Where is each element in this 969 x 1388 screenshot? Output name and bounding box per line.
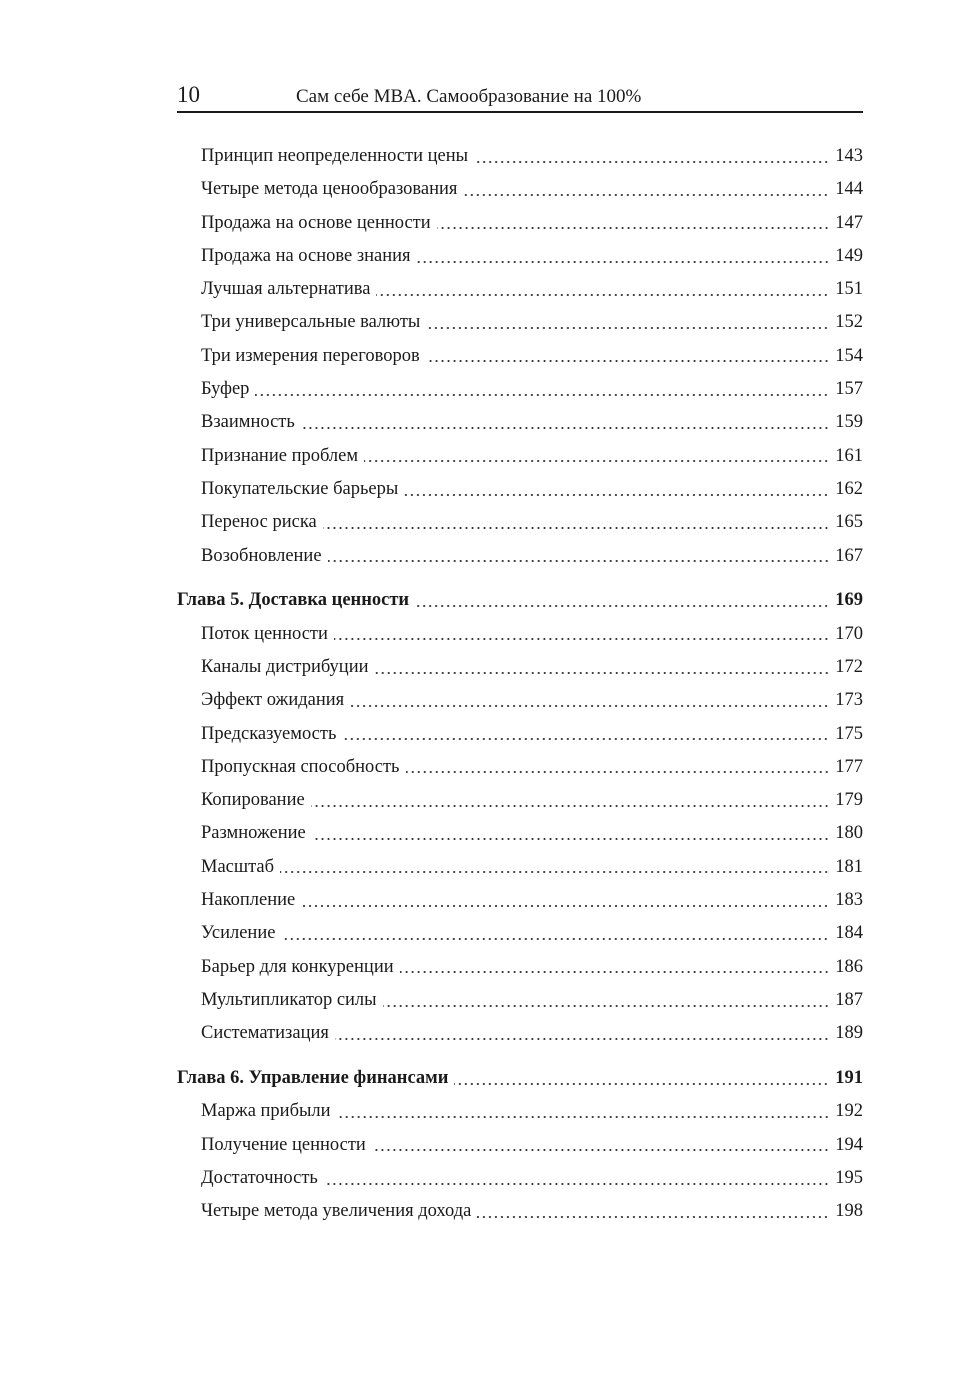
toc-entry-page: 198	[835, 1201, 863, 1222]
toc-entry-page: 151	[835, 279, 863, 300]
toc-entry-title: Маржа прибыли	[201, 1101, 331, 1122]
toc-entry-title: Размножение	[201, 823, 306, 844]
toc-entry-title: Предсказуемость	[201, 723, 337, 744]
toc-entry-page: 195	[835, 1167, 863, 1188]
toc-entry-title: Перенос риска	[201, 512, 317, 533]
table-of-contents	[177, 140, 863, 1229]
toc-entry-title: Покупательские барьеры	[201, 478, 399, 499]
dot-leader	[328, 559, 830, 563]
toc-entry[interactable]	[177, 1095, 863, 1128]
toc-entry-title: Барьер для конкуренции	[201, 956, 394, 977]
toc-entry-page: 167	[835, 545, 863, 566]
toc-entry-title: Накопление	[201, 890, 296, 911]
toc-entry[interactable]	[177, 207, 863, 240]
toc-entry-page: 159	[835, 412, 863, 433]
toc-entry-page: 191	[835, 1068, 863, 1089]
toc-entry-title: Принцип неопределенности цены	[201, 146, 469, 166]
dot-leader	[477, 1215, 829, 1219]
dot-leader	[375, 671, 830, 675]
toc-entry-title: Копирование	[201, 790, 305, 811]
dot-leader	[404, 493, 829, 497]
toc-entry-title: Систематизация	[201, 1023, 329, 1044]
toc-entry-title: Пропускная способность	[201, 756, 400, 777]
toc-entry-title: Мультипликатор силы	[201, 989, 377, 1010]
toc-entry[interactable]	[177, 1017, 863, 1050]
dot-leader	[324, 1182, 829, 1186]
toc-entry-page: 154	[835, 345, 863, 366]
toc-entry[interactable]	[177, 1162, 863, 1195]
toc-entry-page: 147	[835, 212, 863, 233]
toc-chapter[interactable]	[177, 1062, 863, 1095]
toc-entry-title: Достаточность	[201, 1167, 318, 1188]
toc-entry[interactable]	[177, 506, 863, 539]
dot-leader	[312, 837, 830, 841]
toc-entry-title: Масштаб	[201, 856, 275, 877]
toc-entry[interactable]	[177, 851, 863, 884]
toc-entry-title: Взаимность	[201, 412, 295, 433]
toc-entry[interactable]	[177, 140, 863, 173]
dot-leader	[281, 937, 829, 941]
dot-leader	[311, 804, 830, 808]
toc-entry-title: Четыре метода ценообразования	[201, 179, 458, 200]
toc-entry-title: Глава 5. Доставка ценности	[177, 590, 410, 611]
dot-leader	[335, 1037, 829, 1041]
toc-entry-page: 161	[835, 445, 863, 466]
toc-entry-page: 143	[835, 146, 863, 166]
toc-entry[interactable]	[177, 1129, 863, 1162]
dot-leader	[406, 770, 830, 774]
toc-entry-page: 175	[835, 723, 863, 744]
toc-entry-page: 169	[835, 590, 863, 611]
dot-leader	[426, 326, 829, 330]
dot-leader	[463, 193, 829, 197]
toc-entry-title: Каналы дистрибуции	[201, 656, 369, 677]
toc-entry-page: 183	[835, 890, 863, 911]
toc-entry-page: 187	[835, 989, 863, 1010]
book-title: Сам себе MBA. Самообразование на 100%	[296, 86, 642, 107]
dot-leader	[337, 1115, 830, 1119]
dot-leader	[301, 904, 829, 908]
toc-entry-title: Поток ценности	[201, 623, 328, 644]
toc-entry[interactable]	[177, 373, 863, 406]
toc-entry[interactable]	[177, 751, 863, 784]
toc-entry[interactable]	[177, 406, 863, 439]
toc-entry[interactable]	[177, 618, 863, 651]
toc-entry-page: 179	[835, 790, 863, 811]
dot-leader	[301, 426, 829, 430]
toc-entry-page: 149	[835, 245, 863, 266]
toc-entry-title: Продажа на основе ценности	[201, 212, 431, 233]
dot-leader	[400, 970, 830, 974]
dot-leader	[376, 293, 829, 297]
dot-leader	[383, 1004, 830, 1008]
toc-entry-page: 186	[835, 956, 863, 977]
dot-leader	[364, 459, 829, 463]
dot-leader	[437, 226, 830, 230]
toc-entry-title: Продажа на основе знания	[201, 245, 411, 266]
toc-entry[interactable]	[177, 440, 863, 473]
toc-entry-page: 189	[835, 1023, 863, 1044]
header-rule	[177, 111, 863, 113]
toc-entry-title: Лучшая альтернатива	[201, 279, 371, 300]
running-header	[177, 80, 863, 112]
toc-entry-title: Три измерения переговоров	[201, 345, 420, 366]
toc-entry[interactable]	[177, 173, 863, 206]
dot-leader	[426, 359, 830, 363]
toc-entry-page: 172	[835, 656, 863, 677]
dot-leader	[454, 1082, 829, 1086]
toc-entry[interactable]	[177, 718, 863, 751]
dot-leader	[342, 737, 829, 741]
toc-entry-page: 170	[835, 623, 863, 644]
toc-entry-page: 192	[835, 1101, 863, 1122]
toc-entry-page: 194	[835, 1134, 863, 1155]
toc-entry[interactable]	[177, 540, 863, 573]
toc-entry-page: 184	[835, 923, 863, 944]
toc-entry-title: Четыре метода увеличения дохода	[201, 1201, 472, 1222]
dot-leader	[334, 637, 829, 641]
dot-leader	[323, 526, 829, 530]
toc-entry-page: 180	[835, 823, 863, 844]
toc-entry-page: 173	[835, 690, 863, 711]
toc-entry[interactable]	[177, 817, 863, 850]
dot-leader	[417, 260, 830, 264]
dot-leader	[474, 160, 829, 164]
toc-entry[interactable]	[177, 884, 863, 917]
toc-entry-title: Буфер	[201, 379, 250, 400]
toc-entry[interactable]	[177, 684, 863, 717]
toc-entry[interactable]	[177, 340, 863, 373]
toc-entry[interactable]	[177, 984, 863, 1017]
dot-leader	[415, 604, 829, 608]
toc-entry-page: 144	[835, 179, 863, 200]
toc-entry-page: 157	[835, 379, 863, 400]
toc-entry[interactable]	[177, 784, 863, 817]
toc-entry-title: Три универсальные валюты	[201, 312, 421, 333]
page-number: 10	[177, 82, 200, 107]
dot-leader	[255, 393, 829, 397]
toc-entry-title: Эффект ожидания	[201, 690, 345, 711]
toc-entry-title: Глава 6. Управление финансами	[177, 1068, 449, 1089]
toc-entry[interactable]	[177, 1195, 863, 1228]
dot-leader	[350, 704, 829, 708]
toc-entry[interactable]	[177, 651, 863, 684]
toc-chapter[interactable]	[177, 584, 863, 617]
toc-entry-page: 165	[835, 512, 863, 533]
toc-entry-page: 181	[835, 856, 863, 877]
dot-leader	[280, 870, 829, 874]
toc-entry[interactable]	[177, 917, 863, 950]
toc-entry-page: 162	[835, 478, 863, 499]
toc-entry-title: Получение ценности	[201, 1134, 366, 1155]
toc-entry-title: Усиление	[201, 923, 276, 944]
toc-entry[interactable]	[177, 306, 863, 339]
toc-entry-page: 177	[835, 756, 863, 777]
toc-entry[interactable]	[177, 473, 863, 506]
dot-leader	[372, 1148, 829, 1152]
toc-entry[interactable]	[177, 951, 863, 984]
toc-entry-page: 152	[835, 312, 863, 333]
toc-entry-title: Признание проблем	[201, 445, 359, 466]
toc-entry[interactable]	[177, 240, 863, 273]
toc-entry[interactable]	[177, 273, 863, 306]
toc-entry-title: Возобновление	[201, 545, 322, 566]
